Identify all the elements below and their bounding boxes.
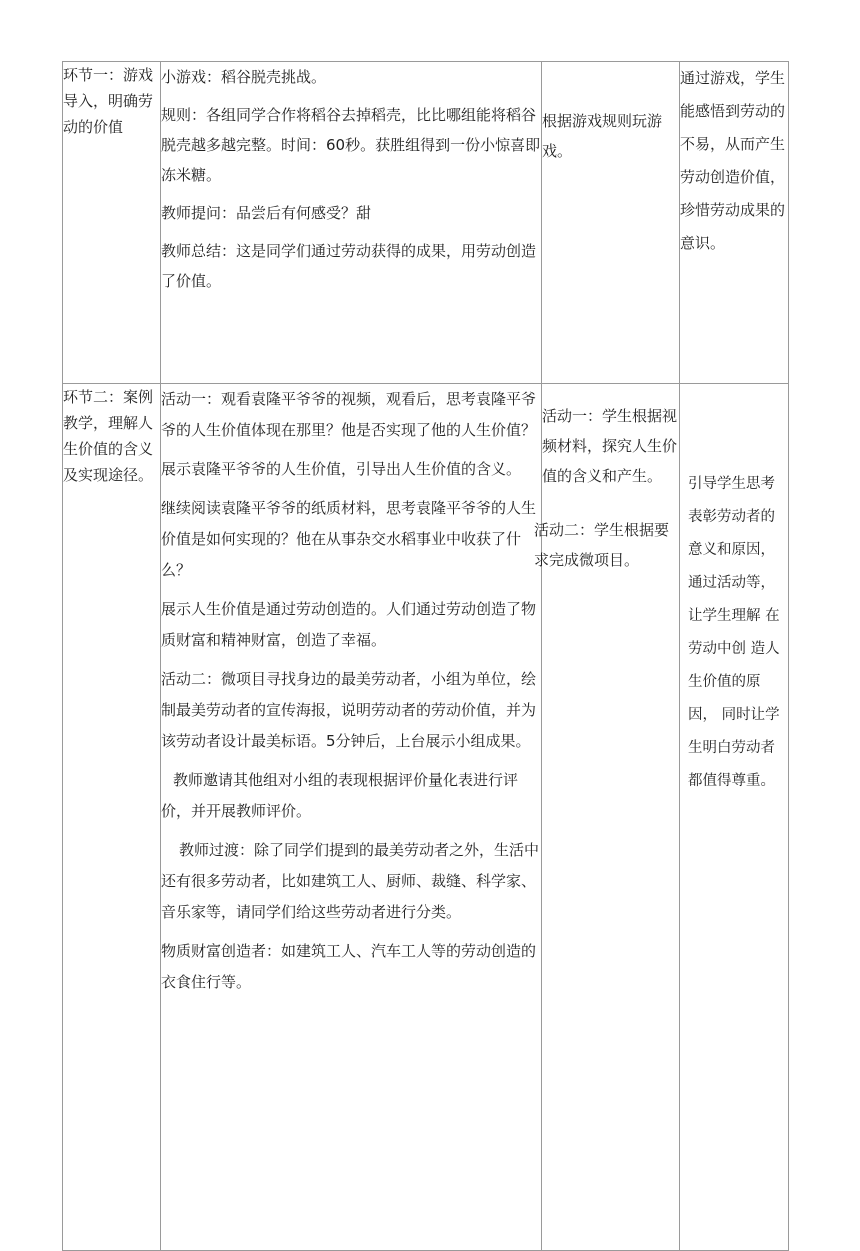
design-intent-text: 引导学生思考表彰劳动者的意义和原因，通过活动等，让学生理解 在劳动中创 造人生价值的原因， 同时让学生明白劳动者都值得尊重。	[688, 476, 780, 789]
content-paragraph: 教师总结：这是同学们通过劳动获得的成果，用劳动创造了价值。	[161, 242, 537, 290]
stage-cell	[63, 62, 161, 384]
stage-cell	[63, 384, 161, 1251]
content-paragraph: 教师过渡：除了同学们提到的最美劳动者之外，生活中还有很多劳动者，比如建筑工人、厨师、裁缝、科学家、音乐家等，请同学们给这些劳动者进行分类。	[161, 841, 540, 921]
content-paragraph: 规则：各组同学合作将稻谷去掉稻壳，比比哪组能将稻谷脱壳越多越完整。时间：60秒。获胜组得到一份小惊喜即冻米糖。	[161, 106, 541, 184]
student-activity-text: 根据游戏规则玩游戏。	[542, 112, 663, 160]
content-paragraph: 物质财富创造者：如建筑工人、汽车工人等的劳动创造的衣食住行等。	[161, 942, 537, 991]
content-paragraph: 活动一：观看袁隆平爷爷的视频，观看后，思考袁隆平爷爷的人生价值体现在那里？他是否实现了他的人生价值？	[161, 390, 537, 439]
content-paragraph: 教师提问：品尝后有何感受？甜	[161, 204, 372, 222]
content-paragraph: 活动二：微项目寻找身边的最美劳动者，小组为单位，绘制最美劳动者的宣传海报，说明劳动者的劳动价值，并为该劳动者设计最美标语。5分钟后，上台展示小组成果。	[161, 670, 537, 750]
design-intent-cell	[680, 62, 789, 384]
student-activity-text: 活动二：学生根据要求完成微项目。	[534, 521, 670, 569]
student-activity-text: 活动一：学生根据视频材料，探究人生价值的含义和产生。	[542, 407, 678, 485]
table-row	[63, 62, 789, 384]
teacher-activity-cell	[161, 384, 542, 1251]
content-paragraph: 教师邀请其他组对小组的表现根据评价量化表进行评价，并开展教师评价。	[161, 771, 519, 820]
lesson-plan-table	[62, 61, 789, 1251]
teacher-activity-cell	[161, 62, 542, 384]
stage-title: 环节一：游戏导入，明确劳动的价值	[63, 66, 154, 136]
content-paragraph: 继续阅读袁隆平爷爷的纸质材料，思考袁隆平爷爷的人生价值是如何实现的？他在从事杂交水稻事业中收获了什么？	[161, 499, 537, 579]
table-row	[63, 384, 789, 1251]
student-activity-cell	[542, 62, 680, 384]
stage-title: 环节二：案例教学，理解人生价值的含义及实现途径。	[63, 388, 154, 484]
design-intent-text: 通过游戏，学生能感悟到劳动的不易，从而产生劳动创造价值，珍惜劳动成果的意识。	[680, 69, 786, 252]
design-intent-cell	[680, 384, 789, 1251]
content-paragraph: 展示袁隆平爷爷的人生价值，引导出人生价值的含义。	[161, 460, 522, 478]
content-paragraph: 小游戏：稻谷脱壳挑战。	[161, 68, 327, 86]
content-paragraph: 展示人生价值是通过劳动创造的。人们通过劳动创造了物质财富和精神财富，创造了幸福。	[161, 600, 537, 649]
student-activity-cell	[534, 384, 680, 1251]
